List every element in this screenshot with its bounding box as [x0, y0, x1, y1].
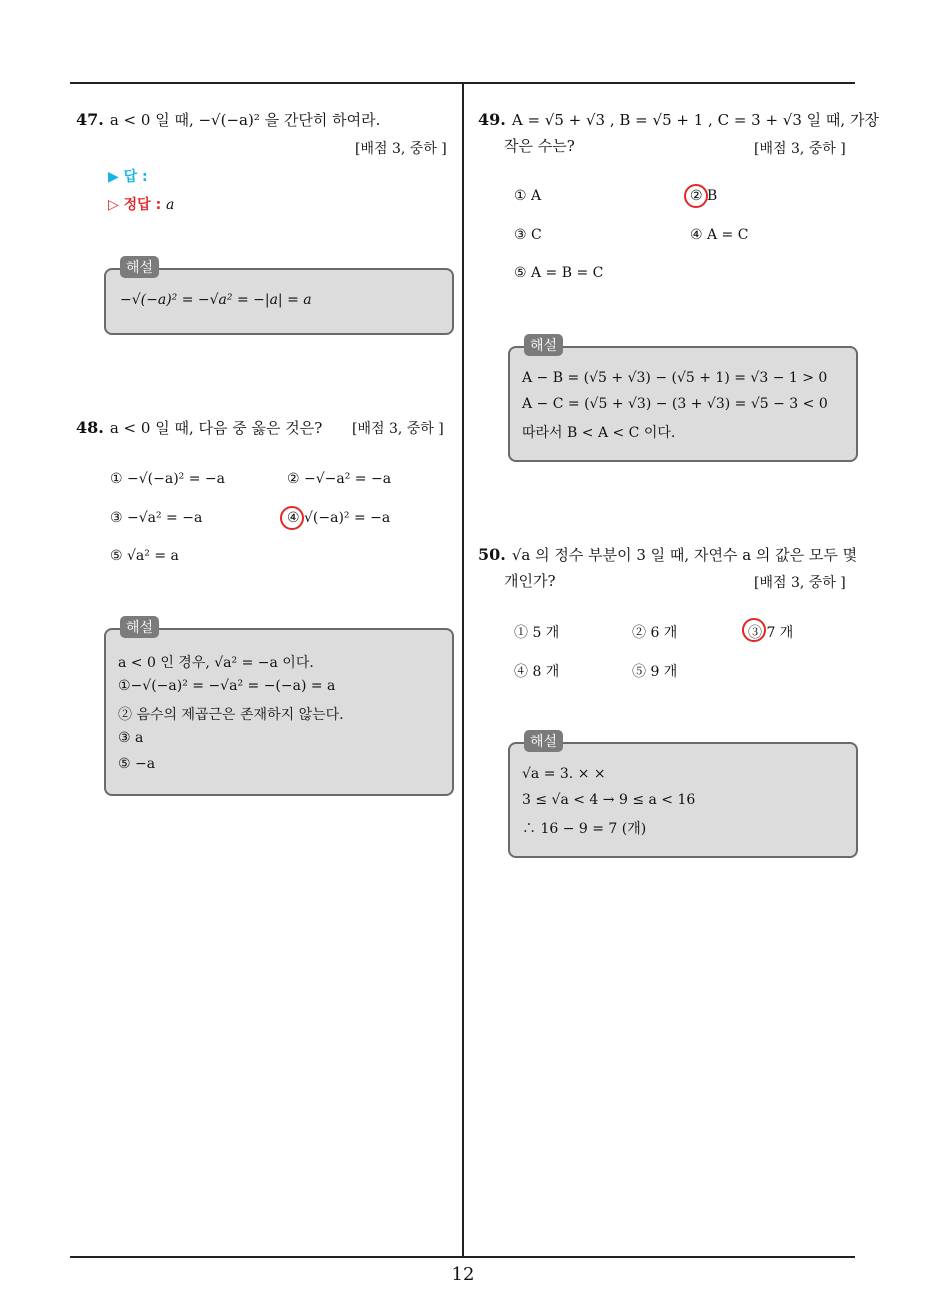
q48-explanation-line-5: ⑤ −a — [118, 756, 156, 772]
q50-option-5[interactable]: ⑤ 9 개 — [632, 664, 678, 680]
q50-explanation-line-1: √a = 3. × × — [522, 766, 606, 782]
q48-explanation-line-3: ② 음수의 제곱근은 존재하지 않는다. — [118, 707, 344, 723]
q48-explanation-tag: 해설 — [120, 616, 159, 638]
q48-stem: a < 0 일 때, 다음 중 옳은 것은? — [109, 419, 323, 437]
q47-correct-answer — [108, 194, 174, 214]
q49-stem-1: A = √5 + √3 , B = √5 + 1 , C = 3 + √3 일 때, 가장 — [511, 111, 879, 129]
q48-text — [76, 414, 322, 442]
q49-explanation-tag: 해설 — [524, 334, 563, 356]
q50-stem-1: √a 의 정수 부분이 3 일 때, 자연수 a 의 값은 모두 몇 — [511, 546, 858, 564]
q48-explanation-line-2: ①−√(−a)² = −√a² = −(−a) = a — [118, 678, 336, 694]
q49-option-3[interactable]: ③ C — [514, 227, 542, 243]
q49-option-4[interactable]: ④ A = C — [690, 227, 749, 243]
q50-score: [배점 3, 중하 ] — [754, 575, 846, 591]
q47-score: [배점 3, 중하 ] — [355, 141, 447, 157]
q47-correct-label: ▷ 정답 : — [108, 197, 162, 213]
q50-option-3[interactable]: ③ 7 개 — [748, 625, 794, 641]
q47-stem: a < 0 일 때, −√(−a)² 을 간단히 하여라. — [109, 111, 381, 129]
q48-option-3[interactable]: ③ −√a² = −a — [110, 510, 203, 526]
q47-answer-label: ▶ 답 : — [108, 169, 148, 185]
q49-explanation-box — [508, 338, 858, 462]
q48-option-2[interactable]: ② −√−a² = −a — [287, 471, 392, 487]
q50-text-line-1 — [478, 541, 857, 569]
q50-number: 50. — [478, 545, 506, 564]
q48-option-1[interactable]: ① −√(−a)² = −a — [110, 471, 225, 487]
q48-explanation-box — [104, 620, 454, 796]
q50-explanation-box — [508, 734, 858, 858]
q48-option-5[interactable]: ⑤ √a² = a — [110, 548, 179, 564]
q48-number: 48. — [76, 418, 104, 437]
q47-explanation-box — [104, 260, 454, 335]
bottom-rule — [70, 1256, 855, 1258]
q48-explanation-line-4: ③ a — [118, 730, 144, 746]
q50-stem-2: 개인가? — [504, 572, 556, 590]
q49-text-line-1 — [478, 106, 879, 134]
q49-explanation-line-2: A − C = (√5 + √3) − (3 + √3) = √5 − 3 < 0 — [522, 396, 828, 412]
q50-option-4[interactable]: ④ 8 개 — [514, 664, 560, 680]
q49-explanation-line-3: 따라서 B < A < C 이다. — [522, 425, 676, 441]
q49-option-2[interactable]: ② B — [690, 188, 718, 204]
q49-option-5[interactable]: ⑤ A = B = C — [514, 265, 604, 281]
q47-number: 47. — [76, 110, 104, 129]
q48-score: [배점 3, 중하 ] — [352, 421, 444, 437]
q50-option-2[interactable]: ② 6 개 — [632, 625, 678, 641]
q49-option-1[interactable]: ① A — [514, 188, 542, 204]
q49-stem-2: 작은 수는? — [504, 137, 575, 155]
q50-option-1[interactable]: ① 5 개 — [514, 625, 560, 641]
q50-explanation-line-3: ∴ 16 − 9 = 7 (개) — [522, 821, 647, 837]
q47-text — [76, 106, 380, 134]
q50-explanation-tag: 해설 — [524, 730, 563, 752]
q47-explanation-tag: 해설 — [120, 256, 159, 278]
column-divider — [462, 83, 464, 1257]
q47-correct-value: a — [166, 197, 175, 213]
page-number: 12 — [451, 1264, 475, 1285]
q49-explanation-line-1: A − B = (√5 + √3) − (√5 + 1) = √3 − 1 > 0 — [522, 370, 828, 386]
q47-explanation-line: −√(−a)² = −√a² = −|a| = a — [120, 292, 312, 308]
q49-number: 49. — [478, 110, 506, 129]
q48-explanation-line-1: a < 0 인 경우, √a² = −a 이다. — [118, 655, 314, 671]
q50-explanation-line-2: 3 ≤ √a < 4 → 9 ≤ a < 16 — [522, 792, 696, 808]
q48-option-4[interactable]: ④ √(−a)² = −a — [287, 510, 391, 526]
q49-score: [배점 3, 중하 ] — [754, 141, 846, 157]
